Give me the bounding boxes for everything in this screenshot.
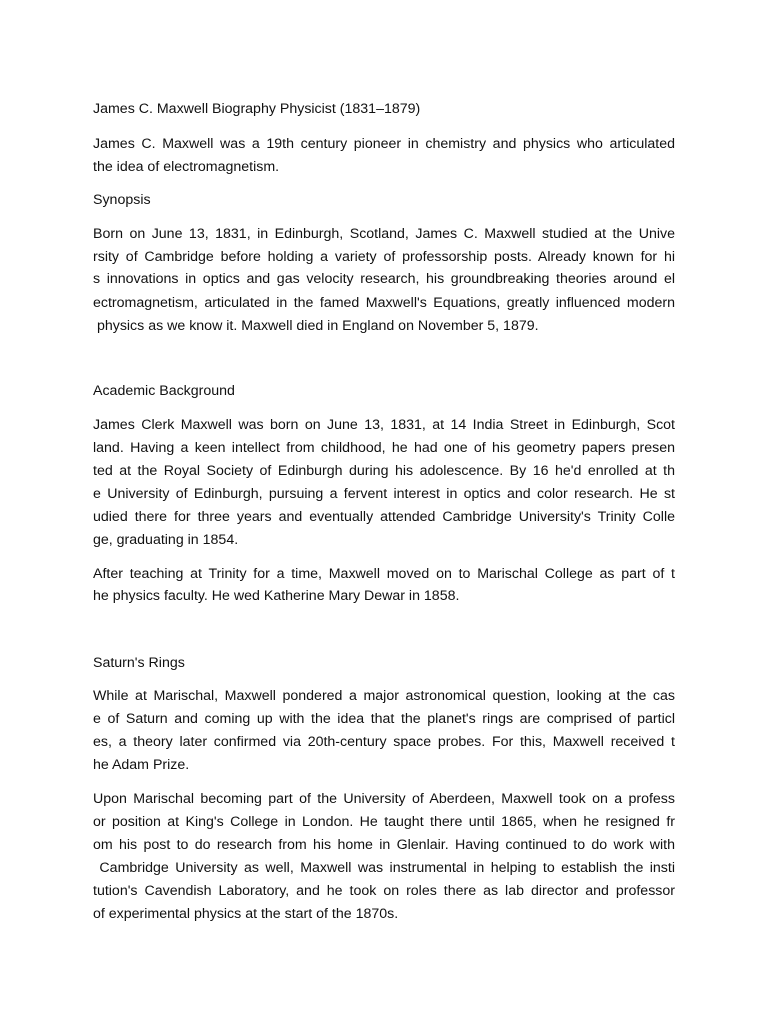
synopsis-heading: Synopsis (93, 192, 151, 208)
saturn-p2-line: Cambridge University as well, Maxwell was instrumental in helping to establish the insti (93, 860, 675, 876)
academic-p1-line: land. Having a keen intellect from childhood, he had one of his geometry papers presen (93, 440, 675, 456)
academic-p2-line: After teaching at Trinity for a time, Maxwell moved on to Marischal College as part of t (93, 566, 675, 582)
saturn-heading: Saturn's Rings (93, 655, 185, 671)
academic-p1-line: ted at the Royal Society of Edinburgh during his adolescence. By 16 he'd enrolled at th (93, 463, 675, 479)
saturn-p2-line: om his post to do research from his home in Glenlair. Having continued to do work with (93, 837, 675, 853)
synopsis-line: physics as we know it. Maxwell died in England on November 5, 1879. (93, 318, 539, 334)
synopsis-line: Born on June 13, 1831, in Edinburgh, Scotland, James C. Maxwell studied at the Unive (93, 226, 675, 242)
intro-line: the idea of electromagnetism. (93, 159, 280, 175)
saturn-p2-line: tution's Cavendish Laboratory, and he took on roles there as lab director and professor (93, 883, 675, 899)
saturn-p2-line: or position at King's College in London. He taught there until 1865, when he resigned fr (93, 814, 675, 830)
academic-heading: Academic Background (93, 383, 235, 399)
saturn-p1-line: he Adam Prize. (93, 757, 190, 773)
synopsis-line: ectromagnetism, articulated in the famed Maxwell's Equations, greatly influenced modern (93, 295, 675, 311)
intro-line: James C. Maxwell was a 19th century pioneer in chemistry and physics who articulated (93, 136, 675, 152)
saturn-p2-line: of experimental physics at the start of the 1870s. (93, 906, 399, 922)
synopsis-line: rsity of Cambridge before holding a variety of professorship posts. Already known for hi (93, 249, 675, 265)
document-title: James C. Maxwell Biography Physicist (1831–1879) (93, 101, 421, 117)
saturn-p1-line: e of Saturn and coming up with the idea that the planet's rings are comprised of particl (93, 711, 675, 727)
saturn-p2-line: Upon Marischal becoming part of the University of Aberdeen, Maxwell took on a profess (93, 791, 675, 807)
saturn-p1-line: es, a theory later confirmed via 20th-century space probes. For this, Maxwell received t (93, 734, 675, 750)
academic-p2-line: he physics faculty. He wed Katherine Mary Dewar in 1858. (93, 588, 460, 604)
academic-p1-line: udied there for three years and eventually attended Cambridge University's Trinity Colle (93, 509, 675, 525)
saturn-p1-line: While at Marischal, Maxwell pondered a major astronomical question, looking at the cas (93, 688, 675, 704)
academic-p1-line: ge, graduating in 1854. (93, 532, 239, 548)
academic-p1-line: e University of Edinburgh, pursuing a fervent interest in optics and color research. He st (93, 486, 675, 502)
synopsis-line: s innovations in optics and gas velocity research, his groundbreaking theories around el (93, 271, 675, 287)
academic-p1-line: James Clerk Maxwell was born on June 13, 1831, at 14 India Street in Edinburgh, Scot (93, 417, 675, 433)
